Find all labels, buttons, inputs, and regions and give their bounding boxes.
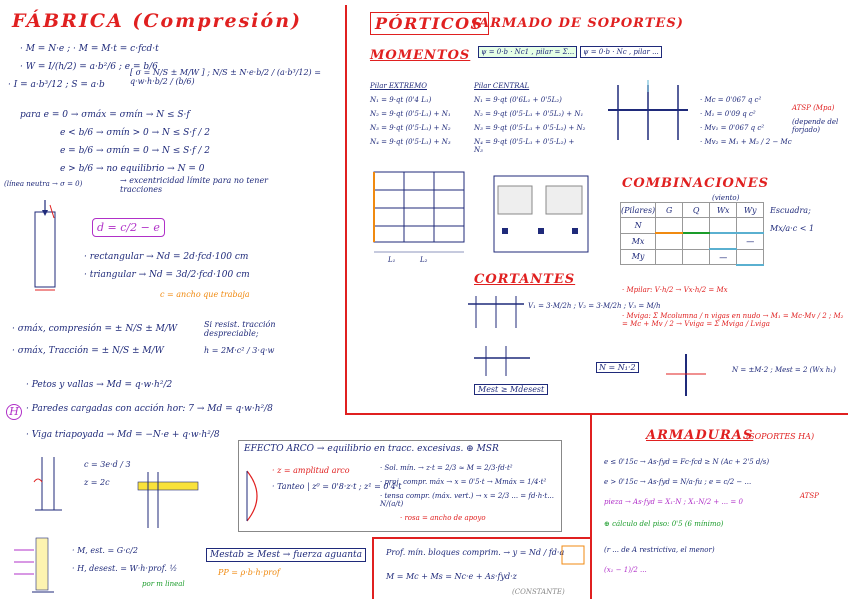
pilar-cen-n1: N₁ = 9·qt (0'6L₁ + 0'5L₂) <box>474 96 562 104</box>
fabrica-petos: · Petos y vallas → Md = q·w·h²/2 <box>26 380 173 390</box>
cortantes-mest: Mest ≥ Mdesest <box>474 384 548 395</box>
fabrica-h-label: H <box>6 404 22 420</box>
fabrica-si-resist: Si resist. tracción despreciable; <box>204 320 276 338</box>
momentos-title: MOMENTOS <box>370 48 471 63</box>
combinaciones-table: (Pilares) G Q Wx Wy N Mx — My — <box>620 202 764 266</box>
porticos-depende: (depende del forjado) <box>792 118 839 134</box>
fabrica-d-formula: d = c/2 − e <box>92 218 165 237</box>
wind-wall-diagram <box>6 536 66 596</box>
comb-row-n: N <box>621 218 656 234</box>
efecto-z-amp: · z = amplitud arco <box>272 466 350 475</box>
fabrica-eq1: · M = N·e ; · M = M·t = c·fcd·t <box>20 44 159 54</box>
fabrica-c-note: c = ancho que trabaja <box>160 290 250 299</box>
fabrica-linea-neutra: (línea neutra → σ = 0) <box>4 180 83 188</box>
porticos-eq-b: ψ = 0·b · Nc , pilar ... <box>580 46 662 58</box>
fabrica-excentricidad: → excentricidad límite para no tener tracciones <box>120 176 269 194</box>
divider-vertical-main <box>345 5 347 415</box>
beam-diagram <box>128 462 208 532</box>
porticos-mv2: · Mv₂ = M₁ + M₂ / 2 − Mc <box>700 138 792 146</box>
comb-note: (viento) <box>712 194 740 202</box>
fabrica-c-eq: c = 3e·d / 3 <box>84 460 131 469</box>
armaduras-a4: ⊕ cálculo del piso: 0'5 (6 mínimo) <box>604 520 724 528</box>
fabrica-rect: · rectangular → Nd = 2d·fcd·100 cm <box>84 252 249 262</box>
joint-diagram <box>662 352 712 398</box>
armaduras-title: ARMADURAS <box>646 428 754 443</box>
fabrica-m-est: · M, est. = G·c/2 <box>72 546 138 555</box>
pilar-ext-n2: N₂ = 9·qt (0'5·L₁) + N₁ <box>370 110 451 118</box>
pilar-cen-n2: N₂ = 9·qt (0'5·L₁ + 0'5L₂) + N₁ <box>474 110 584 118</box>
armaduras-a2: e > 0'15c → As·fyd = N/a·fu ; e = c/2 − ... <box>604 478 752 486</box>
arc-diagram <box>242 466 272 526</box>
fabrica-para1: para e = 0 → σmáx = σmín → N ≤ S·f <box>20 110 190 120</box>
escuadra-eq: Mx/a·c < 1 <box>770 224 815 233</box>
fabrica-m-estab: Mestab ≥ Mest → fuerza aguanta <box>206 548 366 562</box>
wall-load-diagram <box>30 452 80 517</box>
pilar-cen-n4: N₄ = 9·qt (0'5·L₁ + 0'5·L₂) + N₃ <box>474 138 575 154</box>
comb-h-wx: Wx <box>710 203 737 218</box>
comb-h-g: G <box>656 203 683 218</box>
efecto-tensa: · tensa compr. (máx. vert.) → x = 2/3 ... = fd·h·t... N/(a/t) <box>380 492 554 508</box>
efecto-rosa: · rosa = ancho de apoyo <box>400 514 486 522</box>
armaduras-subtitle: (SOPORTES HA) <box>746 432 815 441</box>
fabrica-eq3: · I = a·b³/12 ; S = a·b <box>8 80 105 90</box>
porticos-n-result: N = ±M·2 ; Mest = 2 (Wx h₁) <box>732 366 836 374</box>
fabrica-comp: · σmáx, compresión = ± N/S ± M/W <box>12 324 178 334</box>
fabrica-h-formula: h = 2M·c² / 3·q·w <box>204 346 275 355</box>
efecto-arco-title: EFECTO ARCO → equilibrio en tracc. excesivas. ⊕ MSR <box>244 444 499 454</box>
wall-diagram <box>20 200 90 300</box>
fabrica-para3: e = b/6 → σmín = 0 → N ≤ S·f / 2 <box>60 146 210 156</box>
armaduras-atsp: ATSP <box>800 492 819 500</box>
pilar-cen-title: Pilar CENTRAL <box>474 82 530 90</box>
cortantes-v: V₁ = 3·M/2h ; V₂ = 3·M/2h ; V₃ = M/h <box>528 302 661 310</box>
armaduras-a6: (x₁ − 1)/2 ... <box>604 566 647 574</box>
porticos-m1: · M₁ = 0'09 q c² <box>700 110 756 118</box>
fabrica-tri: · triangular → Nd = 3d/2·fcd·100 cm <box>84 270 250 280</box>
porticos-mviga: · Mviga: Σ Mcolumna / n vigas en nudo → M₁ = Mc·Mv / 2 ; M₂ = Mc + Mv / 2 → Vviga = Σ Mviga / Lviga <box>622 312 844 328</box>
fabrica-eq2: · W = I/(h/2) = a·b²/6 ; e = b/6 <box>20 62 158 72</box>
cortantes-frame-diagram <box>466 292 526 332</box>
efecto-sol-min: · Sol. mín. → z·t = 2/3 ≈ M = 2/3·fd·t² <box>380 464 513 472</box>
frame-moment-diagram <box>606 80 690 150</box>
fabrica-c-eq2: z = 2c <box>84 478 110 487</box>
pilar-ext-n4: N₄ = 9·qt (0'5·L₁) + N₃ <box>370 138 451 146</box>
comb-h-wy: Wy <box>737 203 764 218</box>
fabrica-h-desest: · H, desest. = W·h·prof. ½ <box>72 564 178 573</box>
fabrica-viga: · Viga triapoyada → Md = −N·e + q·w·h²/8 <box>26 430 220 440</box>
comb-h-pilares: (Pilares) <box>621 203 656 218</box>
armaduras-constante: (CONSTANTE) <box>512 588 565 596</box>
porticos-mv1: · Mv₁ = 0'067 q c² <box>700 124 765 132</box>
divider-bottom-right <box>590 540 592 599</box>
fabrica-eq4: [ σ = N/S ± M/W ] ; N/S ± N·e·b/2 / (a·b³/12) = q·w·h·b/2 / (b/6) <box>130 68 321 86</box>
fabrica-por-m-lineal: por m lineal <box>142 580 185 588</box>
combinaciones-title: COMBINACIONES <box>622 176 770 191</box>
pilar-ext-n1: N₁ = 9·qt (0'4 L₁) <box>370 96 432 104</box>
pilar-ext-title: Pilar EXTREMO <box>370 82 427 90</box>
comb-row-mx: Mx <box>621 233 656 249</box>
porticos-atsp: ATSP (Mpa) <box>792 104 835 112</box>
fabrica-pp: PP = ρ·b·h·prof <box>218 568 280 577</box>
comb-row-my: My <box>621 249 656 265</box>
comb-h-q: Q <box>683 203 710 218</box>
fabrica-para4: e > b/6 → no equilibrio → N = 0 <box>60 164 205 174</box>
armaduras-a1: e ≤ 0'15c → As·fyd = Fc·fcd ≥ N (Ac + 2'5 d/s) <box>604 458 770 466</box>
armaduras-prof: Prof. mín. bloques comprim. → y = Nd / fd·a <box>386 548 565 557</box>
armaduras-a3: pieza → As·fyd = X₁·N ; X₁·N/2 + ... = 0 <box>604 498 743 506</box>
porticos-mpilar: · Mpilar: V·h/2 → Vx·h/2 = Mx <box>622 286 728 294</box>
divider-armaduras-left <box>590 413 592 543</box>
fabrica-tracc: · σmáx, Tracción = ± N/S ± M/W <box>12 346 164 356</box>
frame-l1: L₁ <box>388 256 396 264</box>
porticos-mc: · Mc = 0'067 q c² <box>700 96 762 104</box>
cortantes-title: CORTANTES <box>474 272 576 287</box>
divider-bottom-top <box>372 537 590 539</box>
pilar-cen-n3: N₃ = 9·qt (0'5·L₁ + 0'5·L₂) + N₂ <box>474 124 586 132</box>
armaduras-m-sum: M = Mc + Ms = Nc·e + As·fyd·z <box>386 572 517 581</box>
pilar-ext-n3: N₃ = 9·qt (0'5·L₁) + N₂ <box>370 124 451 132</box>
divider-bottom-left <box>372 537 374 599</box>
frame-grid-diagram <box>368 168 468 260</box>
armaduras-a5: (r ... de A restrictiva, el menor) <box>604 546 715 554</box>
frame-l2: L₂ <box>420 256 428 264</box>
escuadra-label: Escuadra; <box>770 206 811 215</box>
efecto-tanteo: · Tanteo | z⁰ = 0'8·z·t ; z¹ = 0'4·t <box>272 482 402 491</box>
cortantes-frame-2 <box>472 344 532 378</box>
porticos-subtitle: (ARMADO DE SOPORTES) <box>472 16 684 31</box>
fabrica-para2: e < b/6 → σmín > 0 → N ≤ S·f / 2 <box>60 128 210 138</box>
block-diagram <box>560 544 586 566</box>
divider-armaduras-top <box>590 413 848 415</box>
divider-horizontal-bottom <box>345 413 591 415</box>
porticos-title: PÓRTICOS <box>370 12 489 35</box>
plan-diagram <box>488 170 598 260</box>
fabrica-title: FÁBRICA (Compresión) <box>12 10 302 32</box>
fabrica-paredes: · Paredes cargadas con acción hor: 7 → Md = q·w·h²/8 <box>26 404 273 414</box>
porticos-eq-a: ψ = 0·b · Nc1 , pilar = Σ... <box>478 46 577 58</box>
efecto-proj: · proj. compr. máx → x = 0'5·t → Mmáx = 1/4·t² <box>380 478 547 486</box>
cortantes-n-eq: N = N₁·2 <box>596 362 639 373</box>
